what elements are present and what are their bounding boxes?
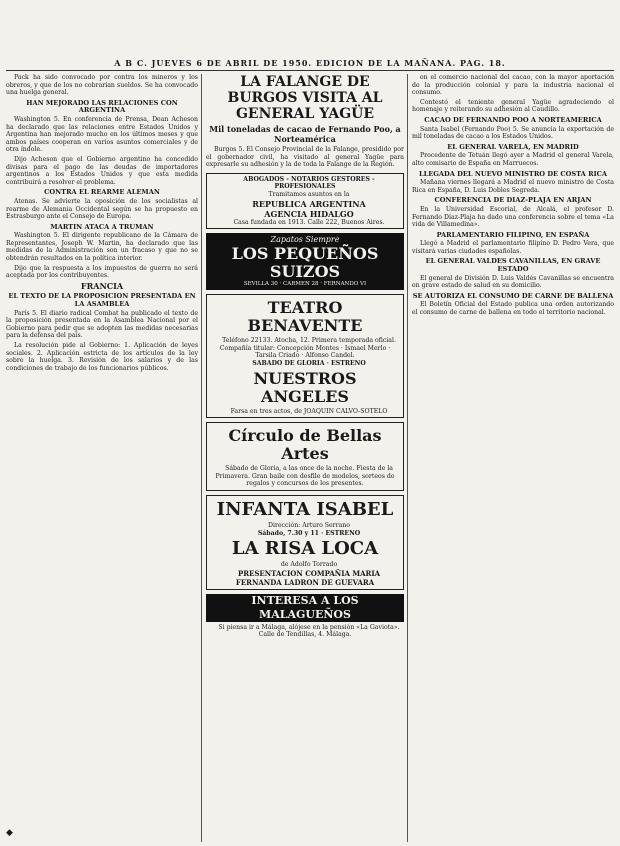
headline: EL GENERAL VALDES CAVANILLAS, EN GRAVE ESTADO [425,257,601,274]
venue-name: Círculo de Bellas Artes [228,426,382,464]
play-author: de Adolfo Torrado [280,561,338,569]
column-right [412,74,614,844]
article-text: Burgos 5. El Consejo Provincial de la Falange, presidido por el gobernador civil, ha visitado al general Yagüe para expresarle su adhesión y la de toda la Falange de la Región. [206,146,404,169]
article-text: Washington 5. En conferencia de Prensa, Dean Acheson ha declarado que las relaciones entre Estados Unidos y Argentina han mejorado mucho en los últimos meses y que ambos países cooperan en varios asuntos comerciales y de otra índole. [6,115,198,154]
theater-date: Sábado, 7.30 y 11 · ESTRENO [257,529,361,537]
headline: CONFERENCIA DE DIAZ-PLAJA EN ARJAN [434,196,592,205]
play-title: LA RISA LOCA [231,538,379,560]
ad-tagline: Zapatos Siempre [270,235,340,245]
theater-benavente-ad [206,294,404,418]
corner-mark-icon: ◆ [6,828,13,838]
section-headline: FRANCIA [80,280,124,291]
malaga-ad-text: Si piensa ir a Málaga, alójese en la pensión «La Gaviota». Calle de Tendillas, 4. Málaga. [218,623,400,639]
column-divider [201,74,202,842]
play-title: NUESTROS ANGELES [253,368,357,406]
article-text: Contestó el teniente general Yagüe agradeciendo el homenaje y reiterando su adhesión al Caudillo. [412,98,614,114]
headline: EL TEXTO DE LA PROPOSICION PRESENTADA EN LA ASAMBLEA [8,292,196,309]
article-text: Llegó a Madrid el parlamentario filipino D. Pedro Vera, que visitará varias ciudades españolas. [412,240,614,255]
theater-date: SABADO DE GLORIA · ESTRENO [252,359,366,367]
ad-address: Casa fundada en 1913. Calle 222, Buenos Aires. [233,218,385,226]
headline: HAN MEJORADO LAS RELACIONES CON ARGENTINA [26,98,178,115]
article-text: En la Universidad Escorial, de Alcalá, el profesor D. Fernando Díaz-Plaja ha dado una conferencia sobre el tema «La vida de Villamedina». [412,205,614,229]
ad-country: REPUBLICA ARGENTINA [252,198,366,209]
column-left [6,74,198,844]
article-text: París 5. El diario radical Combat ha publicado el texto de la proposición presentada en la Asamblea Nacional por el Gobierno para pedir que se adopten las medidas necesarias para la defensa del país. [6,309,198,340]
headline: LLEGADA DEL NUEVO MINISTRO DE COSTA RICA [418,169,608,178]
headline: CONTRA EL REARME ALEMAN [44,188,160,197]
article-text: El Boletín Oficial del Estado publica una orden autorizando el consumo de carne de ballena en todo el territorio nacional. [412,301,614,317]
ad-title: ABOGADOS - NOTARIOS GESTORES - PROFESIONALES [243,175,375,191]
company-info: PRESENTACION COMPAÑIA MARIA FERNANDA LADRON DE GUEVARA [235,568,381,587]
article-text: Dijo Acheson que el Gobierno argentino ha concedido divisas para el pago de las deudas de importadores argentinos a los Estados Unidos y que esta medida contribuirá a resolver el problema. [6,155,198,186]
play-author: Farsa en tres actos, de JOAQUIN CALVO-SOTELO [230,407,388,415]
article-text: en el comercio nacional del cacao, con la mayor aportación de la producción colonial y para la industria nacional el consumo. [412,74,614,97]
article-text: La resolución pide al Gobierno: 1. Aplicación de leyes sociales. 2. Aplicación estricta de los artículos de la ley sobre la huelga. 3. Revisión de los salarios y de las condiciones de trabajo de los funcionarios públicos. [6,342,198,372]
page-header: A B C. JUEVES 6 DE ABRIL DE 1950. EDICION DE LA MAÑANA. PAG. 18. [114,58,506,68]
theater-director: Dirección: Arturo Serrano [268,521,350,529]
main-headline: LA FALANGE DE BURGOS VISITA AL GENERAL YAGÜE [227,74,383,122]
article-text: Pack ha sido convocado por contra los mineros y los obreros, y que de los no cobrarían sueldos. Se ha convocado una huelga general. [6,74,198,97]
circulo-bellas-artes-ad [206,422,404,491]
infanta-isabel-ad [206,495,404,590]
subheadline: Mil toneladas de cacao de Fernando Poo, a Norteamérica [209,124,401,144]
ad-text: Tramitamos asuntos en la [268,190,350,198]
article-text: Santa Isabel (Fernando Poo) 5. Se anuncia la exportación de mil toneladas de cacao a los Estados Unidos. [412,125,614,141]
article-text: Washington 5. El dirigente republicano de la Cámara de Representantes, Joseph W. Martin, ha declarado que las medidas de la Administración son un fracaso y que no se obtendrán resultados en la política interior. [6,232,198,263]
headline: CACAO DE FERNANDO POO A NORTEAMERICA [424,115,602,124]
headline: PARLAMENTARIO FILIPINO, EN ESPAÑA [436,230,590,239]
theater-info: Teléfono 22133. Atocha, 12. Primera temporada oficial. Compañía titular: Concepción Montes · Ismael Merlo · Tarsila Criado · Alfonso Candel. [219,337,396,360]
headline: EL GENERAL VARELA, EN MADRID [447,142,579,151]
headline: SE AUTORIZA EL CONSUMO DE CARNE DE BALLENA [412,291,614,300]
theater-name: INFANTA ISABEL [216,498,394,520]
article-text: Atenas. Se advierte la oposición de los socialistas al rearme de Alemania Occidental según se ha propuesto en Estrasburgo ante el Consejo de Europa. [6,197,198,221]
ad-agency: AGENCIA HIDALGO [264,208,354,219]
lawyers-ad [206,173,404,229]
article-text: El general de División D. Luis Valdés Cavanillas se encuentra en grave estado de salud en su domicilio. [412,274,614,290]
article-text: Procedente de Tetuán llegó ayer a Madrid el general Varela, alto comisario de España en Marruecos. [412,152,614,167]
theater-name: TEATRO BENAVENTE [247,298,363,336]
shoe-ad [206,233,404,290]
column-divider [407,74,408,842]
ad-addresses: SEVILLA 30 · CARMEN 28 · FERNANDO VI [243,281,367,288]
column-center [206,74,404,844]
ad-brand: LOS PEQUEÑOS SUIZOS [231,244,379,282]
article-text: Mañana viernes llegará a Madrid el nuevo ministro de Costa Rica en España, D. Luis Dobles Segreda. [412,179,614,194]
malaga-ad-banner: INTERESA A LOS MALAGUEÑOS [206,594,404,622]
headline: MARTIN ATACA A TRUMAN [50,222,154,231]
article-text: Dijo que la respuesta a los impuestos de guerra no será aceptada por los contribuyentes. [6,264,198,280]
venue-info: Sábado de Gloria, a las once de la noche. Fiesta de la Primavera. Gran baile con desfile de modelos, sorteos de regalos y concursos de los presentes. [215,465,395,488]
header-rule [6,70,614,71]
